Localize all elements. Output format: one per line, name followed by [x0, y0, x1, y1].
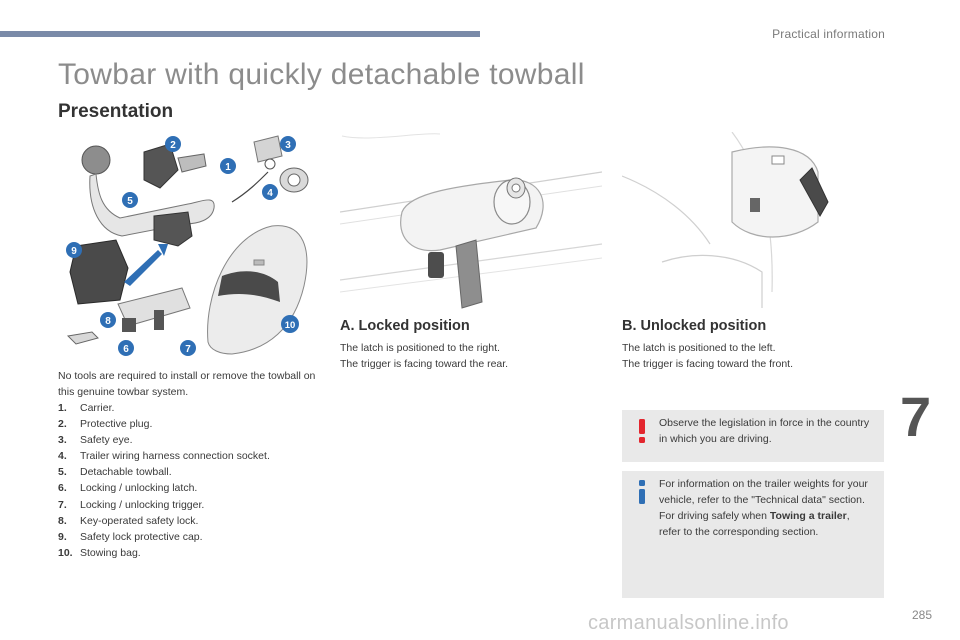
- towbar-components-illustration: [58, 132, 318, 356]
- callout-6: [118, 340, 134, 356]
- list-item: 5. Detachable towball.: [58, 466, 172, 479]
- info-text-towing: For driving safely when Towing a trailer, refer to the corresponding section.: [659, 510, 850, 538]
- list-item: 2. Protective plug.: [58, 418, 153, 431]
- callout-7: [180, 340, 196, 356]
- svg-text:2: 2: [170, 140, 176, 151]
- info-icon: [635, 480, 649, 504]
- callout-8: [100, 312, 116, 328]
- svg-text:7: 7: [185, 344, 191, 355]
- info-note: [622, 471, 884, 598]
- list-item: 8. Key-operated safety lock.: [58, 514, 199, 527]
- intro-text: No tools are required to install or remove the towball on this genuine towbar system.: [58, 370, 316, 398]
- warning-note: [622, 410, 884, 462]
- unlocked-position-illustration: [622, 132, 884, 312]
- locked-position-illustration: [340, 132, 602, 312]
- callout-1: [220, 158, 236, 174]
- svg-text:6: 6: [123, 344, 129, 355]
- callout-2: [165, 136, 181, 152]
- svg-text:5: 5: [127, 196, 133, 207]
- parts-list: [58, 400, 320, 561]
- callout-10: [281, 315, 299, 333]
- chapter-number: 7: [900, 385, 932, 448]
- page-number: 285: [912, 608, 933, 622]
- list-item: 6. Locking / unlocking latch.: [58, 482, 198, 495]
- page-title: Towbar with quickly detachable towball: [58, 58, 585, 91]
- svg-text:10: 10: [284, 320, 296, 331]
- section-label: Practical information: [772, 27, 885, 41]
- svg-text:8: 8: [105, 316, 111, 327]
- section-subtitle: Presentation: [58, 101, 174, 122]
- callout-5: [122, 192, 138, 208]
- list-item: 10. Stowing bag.: [58, 546, 141, 559]
- list-item: 4. Trailer wiring harness connection socket.: [58, 450, 270, 463]
- locked-position-heading: A. Locked position: [340, 318, 470, 334]
- locked-position-text: The latch is positioned to the right. The trigger is facing toward the rear.: [340, 342, 509, 370]
- unlocked-position-text: The latch is positioned to the left. The trigger is facing toward the front.: [622, 342, 793, 370]
- list-item: 9. Safety lock protective cap.: [58, 530, 203, 543]
- unlocked-position-heading: B. Unlocked position: [622, 318, 767, 334]
- callout-9: [66, 242, 82, 258]
- callout-4: [262, 184, 278, 200]
- exclamation-icon: [635, 419, 649, 443]
- svg-text:3: 3: [285, 140, 291, 151]
- list-item: 7. Locking / unlocking trigger.: [58, 498, 205, 511]
- svg-text:4: 4: [267, 188, 273, 199]
- watermark: carmanualsonline.info: [588, 612, 789, 634]
- callout-3: [280, 136, 296, 152]
- warning-text: Observe the legislation in force in the country in which you are driving.: [659, 417, 870, 445]
- svg-text:1: 1: [225, 162, 231, 173]
- info-text-weights: For information on the trailer weights for your vehicle, refer to the "Technical data" section.: [659, 478, 868, 506]
- svg-text:9: 9: [71, 246, 77, 257]
- header-bar: [0, 31, 480, 37]
- list-item: 1. Carrier.: [58, 402, 115, 414]
- list-item: 3. Safety eye.: [58, 434, 133, 447]
